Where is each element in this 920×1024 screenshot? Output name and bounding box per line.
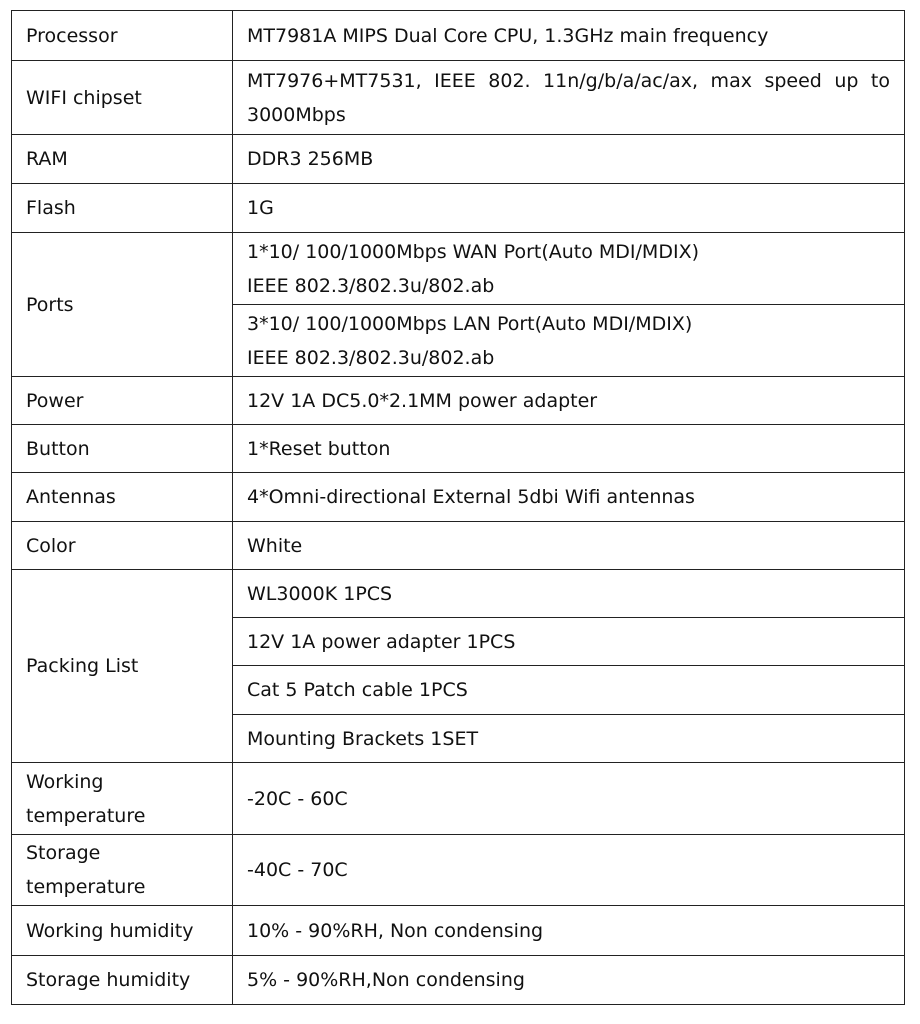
label-line: temperature xyxy=(26,876,146,898)
row-label: Flash xyxy=(12,184,233,233)
table-row-antennas xyxy=(12,473,905,522)
row-label: RAM xyxy=(12,135,233,184)
table-row-button xyxy=(12,425,905,473)
row-value: 1*Reset button xyxy=(233,425,905,473)
row-value: 1G xyxy=(233,184,905,233)
row-value: -20C - 60C xyxy=(233,763,905,835)
packing-item: WL3000K 1PCS xyxy=(233,570,905,618)
row-value: 10% - 90%RH, Non condensing xyxy=(233,906,905,956)
table-row-ram xyxy=(12,135,905,184)
lan-standard-line: IEEE 802.3/802.3u/802.ab xyxy=(247,346,495,369)
row-label: Power xyxy=(12,377,233,425)
row-value: MT7976+MT7531, IEEE 802. 11n/g/b/a/ac/ax, max speed up to 3000Mbps xyxy=(233,61,905,135)
table-row-storage-temperature xyxy=(12,835,905,906)
packing-item: Mounting Brackets 1SET xyxy=(233,715,905,763)
row-label: Antennas xyxy=(12,473,233,522)
row-value: DDR3 256MB xyxy=(233,135,905,184)
row-label: Working humidity xyxy=(12,906,233,956)
table-row-wifi xyxy=(12,61,905,135)
table-row-power xyxy=(12,377,905,425)
packing-item: 12V 1A power adapter 1PCS xyxy=(233,618,905,666)
row-value xyxy=(233,233,905,305)
row-label xyxy=(12,763,233,835)
row-label: Ports xyxy=(12,233,233,377)
table-row-working-temperature xyxy=(12,763,905,835)
row-value: -40C - 70C xyxy=(233,835,905,906)
row-value: 4*Omni-directional External 5dbi Wifi antennas xyxy=(233,473,905,522)
label-line: Storage xyxy=(26,842,101,864)
label-line: temperature xyxy=(26,804,146,827)
row-value: 5% - 90%RH,Non condensing xyxy=(233,956,905,1005)
packing-item: Cat 5 Patch cable 1PCS xyxy=(233,666,905,715)
table-row-storage-humidity xyxy=(12,956,905,1005)
table-row-processor xyxy=(12,11,905,61)
row-label xyxy=(12,835,233,906)
table-row-color xyxy=(12,522,905,570)
table-row-ports-wan xyxy=(12,233,905,305)
wan-standard-line: IEEE 802.3/802.3u/802.ab xyxy=(247,274,495,297)
row-value: 12V 1A DC5.0*2.1MM power adapter xyxy=(233,377,905,425)
table-row-packing-1 xyxy=(12,570,905,618)
row-value: MT7981A MIPS Dual Core CPU, 1.3GHz main frequency xyxy=(233,11,905,61)
row-label: Packing List xyxy=(12,570,233,763)
row-label: Processor xyxy=(12,11,233,61)
table-row-working-humidity xyxy=(12,906,905,956)
spec-table xyxy=(11,10,905,1005)
lan-port-line: 3*10/ 100/1000Mbps LAN Port(Auto MDI/MDIX) xyxy=(247,312,693,335)
row-label: Storage humidity xyxy=(12,956,233,1005)
row-label: Button xyxy=(12,425,233,473)
row-label: Color xyxy=(12,522,233,570)
label-line: Working xyxy=(26,770,104,793)
row-value: White xyxy=(233,522,905,570)
row-label: WIFI chipset xyxy=(12,61,233,135)
row-value xyxy=(233,305,905,377)
table-row-flash xyxy=(12,184,905,233)
wan-port-line: 1*10/ 100/1000Mbps WAN Port(Auto MDI/MDIX) xyxy=(247,240,699,263)
